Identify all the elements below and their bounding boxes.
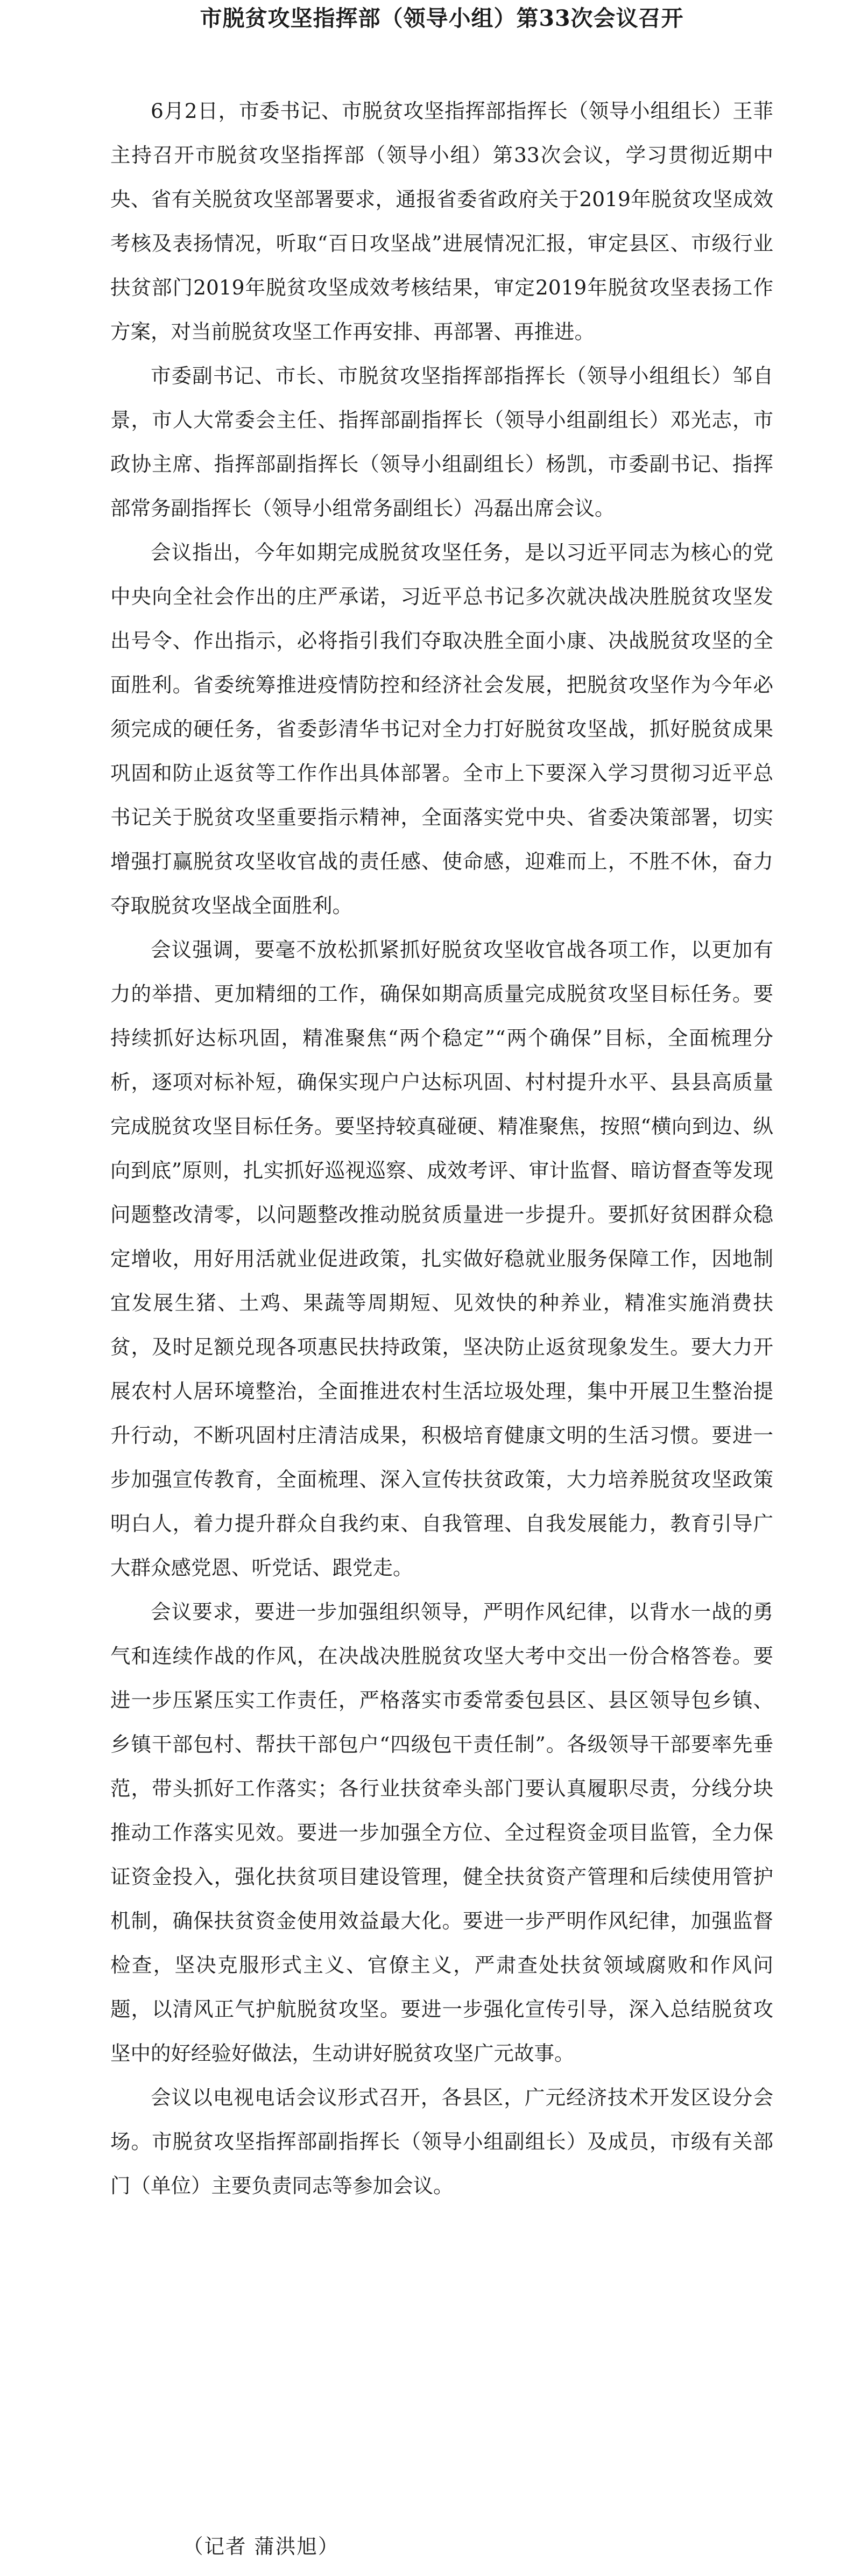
paragraph-meeting-summary: 6月2日，市委书记、市脱贫攻坚指挥部指挥长（领导小组组长）王菲主持召开市脱贫攻坚指挥部（领导小组）第33次会议，学习贯彻近期中央、省有关脱贫攻坚部署要求，通报省委省政府关于2019年脱贫攻坚成效考核及表扬情况，听取“百日攻坚战”进展情况汇报，审定县区、市级行业扶贫部门2019年脱贫攻坚成效考核结果，审定2019年脱贫攻坚表扬工作方案，对当前脱贫攻坚工作再安排、再部署、再推进。: [110, 99, 773, 343]
article-title: 市脱贫攻坚指挥部（领导小组）第33次会议召开: [200, 5, 684, 31]
paragraph-meeting-requirements: 会议要求，要进一步加强组织领导，严明作风纪律，以背水一战的勇气和连续作战的作风，在决战决胜脱贫攻坚大考中交出一份合格答卷。要进一步压紧压实工作责任，严格落实市委常委包县区、县区领导包乡镇、乡镇干部包村、帮扶干部包户“四级包干责任制”。各级领导干部要率先垂范，带头抓好工作落实；各行业扶贫牵头部门要认真履职尽责，分线分块推动工作落实见效。要进一步加强全方位、全过程资金项目监管，全力保证资金投入，强化扶贫项目建设管理，健全扶贫资产管理和后续使用管护机制，确保扶贫资金使用效益最大化。要进一步严明作风纪律，加强监督检查，坚决克服形式主义、官僚主义，严肃查处扶贫领域腐败和作风问题，以清风正气护航脱贫攻坚。要进一步强化宣传引导，深入总结脱贫攻坚中的好经验好做法，生动讲好脱贫攻坚广元故事。: [110, 1600, 773, 2065]
paragraph-attendees: 市委副书记、市长、市脱贫攻坚指挥部指挥长（领导小组组长）邹自景，市人大常委会主任、指挥部副指挥长（领导小组副组长）邓光志，市政协主席、指挥部副指挥长（领导小组副组长）杨凯，市委副书记、指挥部常务副指挥长（领导小组常务副组长）冯磊出席会议。: [110, 364, 773, 520]
article-body: [110, 89, 773, 2208]
paragraph-meeting-points: 会议指出，今年如期完成脱贫攻坚任务，是以习近平同志为核心的党中央向全社会作出的庄严承诺，习近平总书记多次就决战决胜脱贫攻坚发出号令、作出指示，必将指引我们夺取决胜全面小康、决战脱贫攻坚的全面胜利。省委统筹推进疫情防控和经济社会发展，把脱贫攻坚作为今年必须完成的硬任务，省委彭清华书记对全力打好脱贫攻坚战，抓好脱贫成果巩固和防止返贫等工作作出具体部署。全市上下要深入学习贯彻习近平总书记关于脱贫攻坚重要指示精神，全面落实党中央、省委决策部署，切实增强打赢脱贫攻坚收官战的责任感、使命感，迎难而上，不胜不休，奋力夺取脱贫攻坚战全面胜利。: [110, 541, 773, 917]
paragraph-meeting-emphasis: 会议强调，要毫不放松抓紧抓好脱贫攻坚收官战各项工作，以更加有力的举措、更加精细的工作，确保如期高质量完成脱贫攻坚目标任务。要持续抓好达标巩固，精准聚焦“两个稳定”“两个确保”目标，全面梳理分析，逐项对标补短，确保实现户户达标巩固、村村提升水平、县县高质量完成脱贫攻坚目标任务。要坚持较真碰硬、精准聚焦，按照“横向到边、纵向到底”原则，扎实抓好巡视巡察、成效考评、审计监督、暗访督查等发现问题整改清零，以问题整改推动脱贫质量进一步提升。要抓好贫困群众稳定增收，用好用活就业促进政策，扎实做好稳就业服务保障工作，因地制宜发展生猪、土鸡、果蔬等周期短、见效快的种养业，精准实施消费扶贫，及时足额兑现各项惠民扶持政策，坚决防止返贫现象发生。要大力开展农村人居环境整治，全面推进农村生活垃圾处理，集中开展卫生整治提升行动，不断巩固村庄清洁成果，积极培育健康文明的生活习惯。要进一步加强宣传教育，全面梳理、深入宣传扶贫政策，大力培养脱贫攻坚政策明白人，着力提升群众自我约束、自我管理、自我发展能力，教育引导广大群众感党恩、听党话、跟党走。: [110, 938, 773, 1580]
article-byline: （记者 蒲洪旭）: [183, 2535, 340, 2558]
paragraph-meeting-format: 会议以电视电话会议形式召开，各县区，广元经济技术开发区设分会场。市脱贫攻坚指挥部副指挥长（领导小组副组长）及成员，市级有关部门（单位）主要负责同志等参加会议。: [110, 2086, 773, 2198]
